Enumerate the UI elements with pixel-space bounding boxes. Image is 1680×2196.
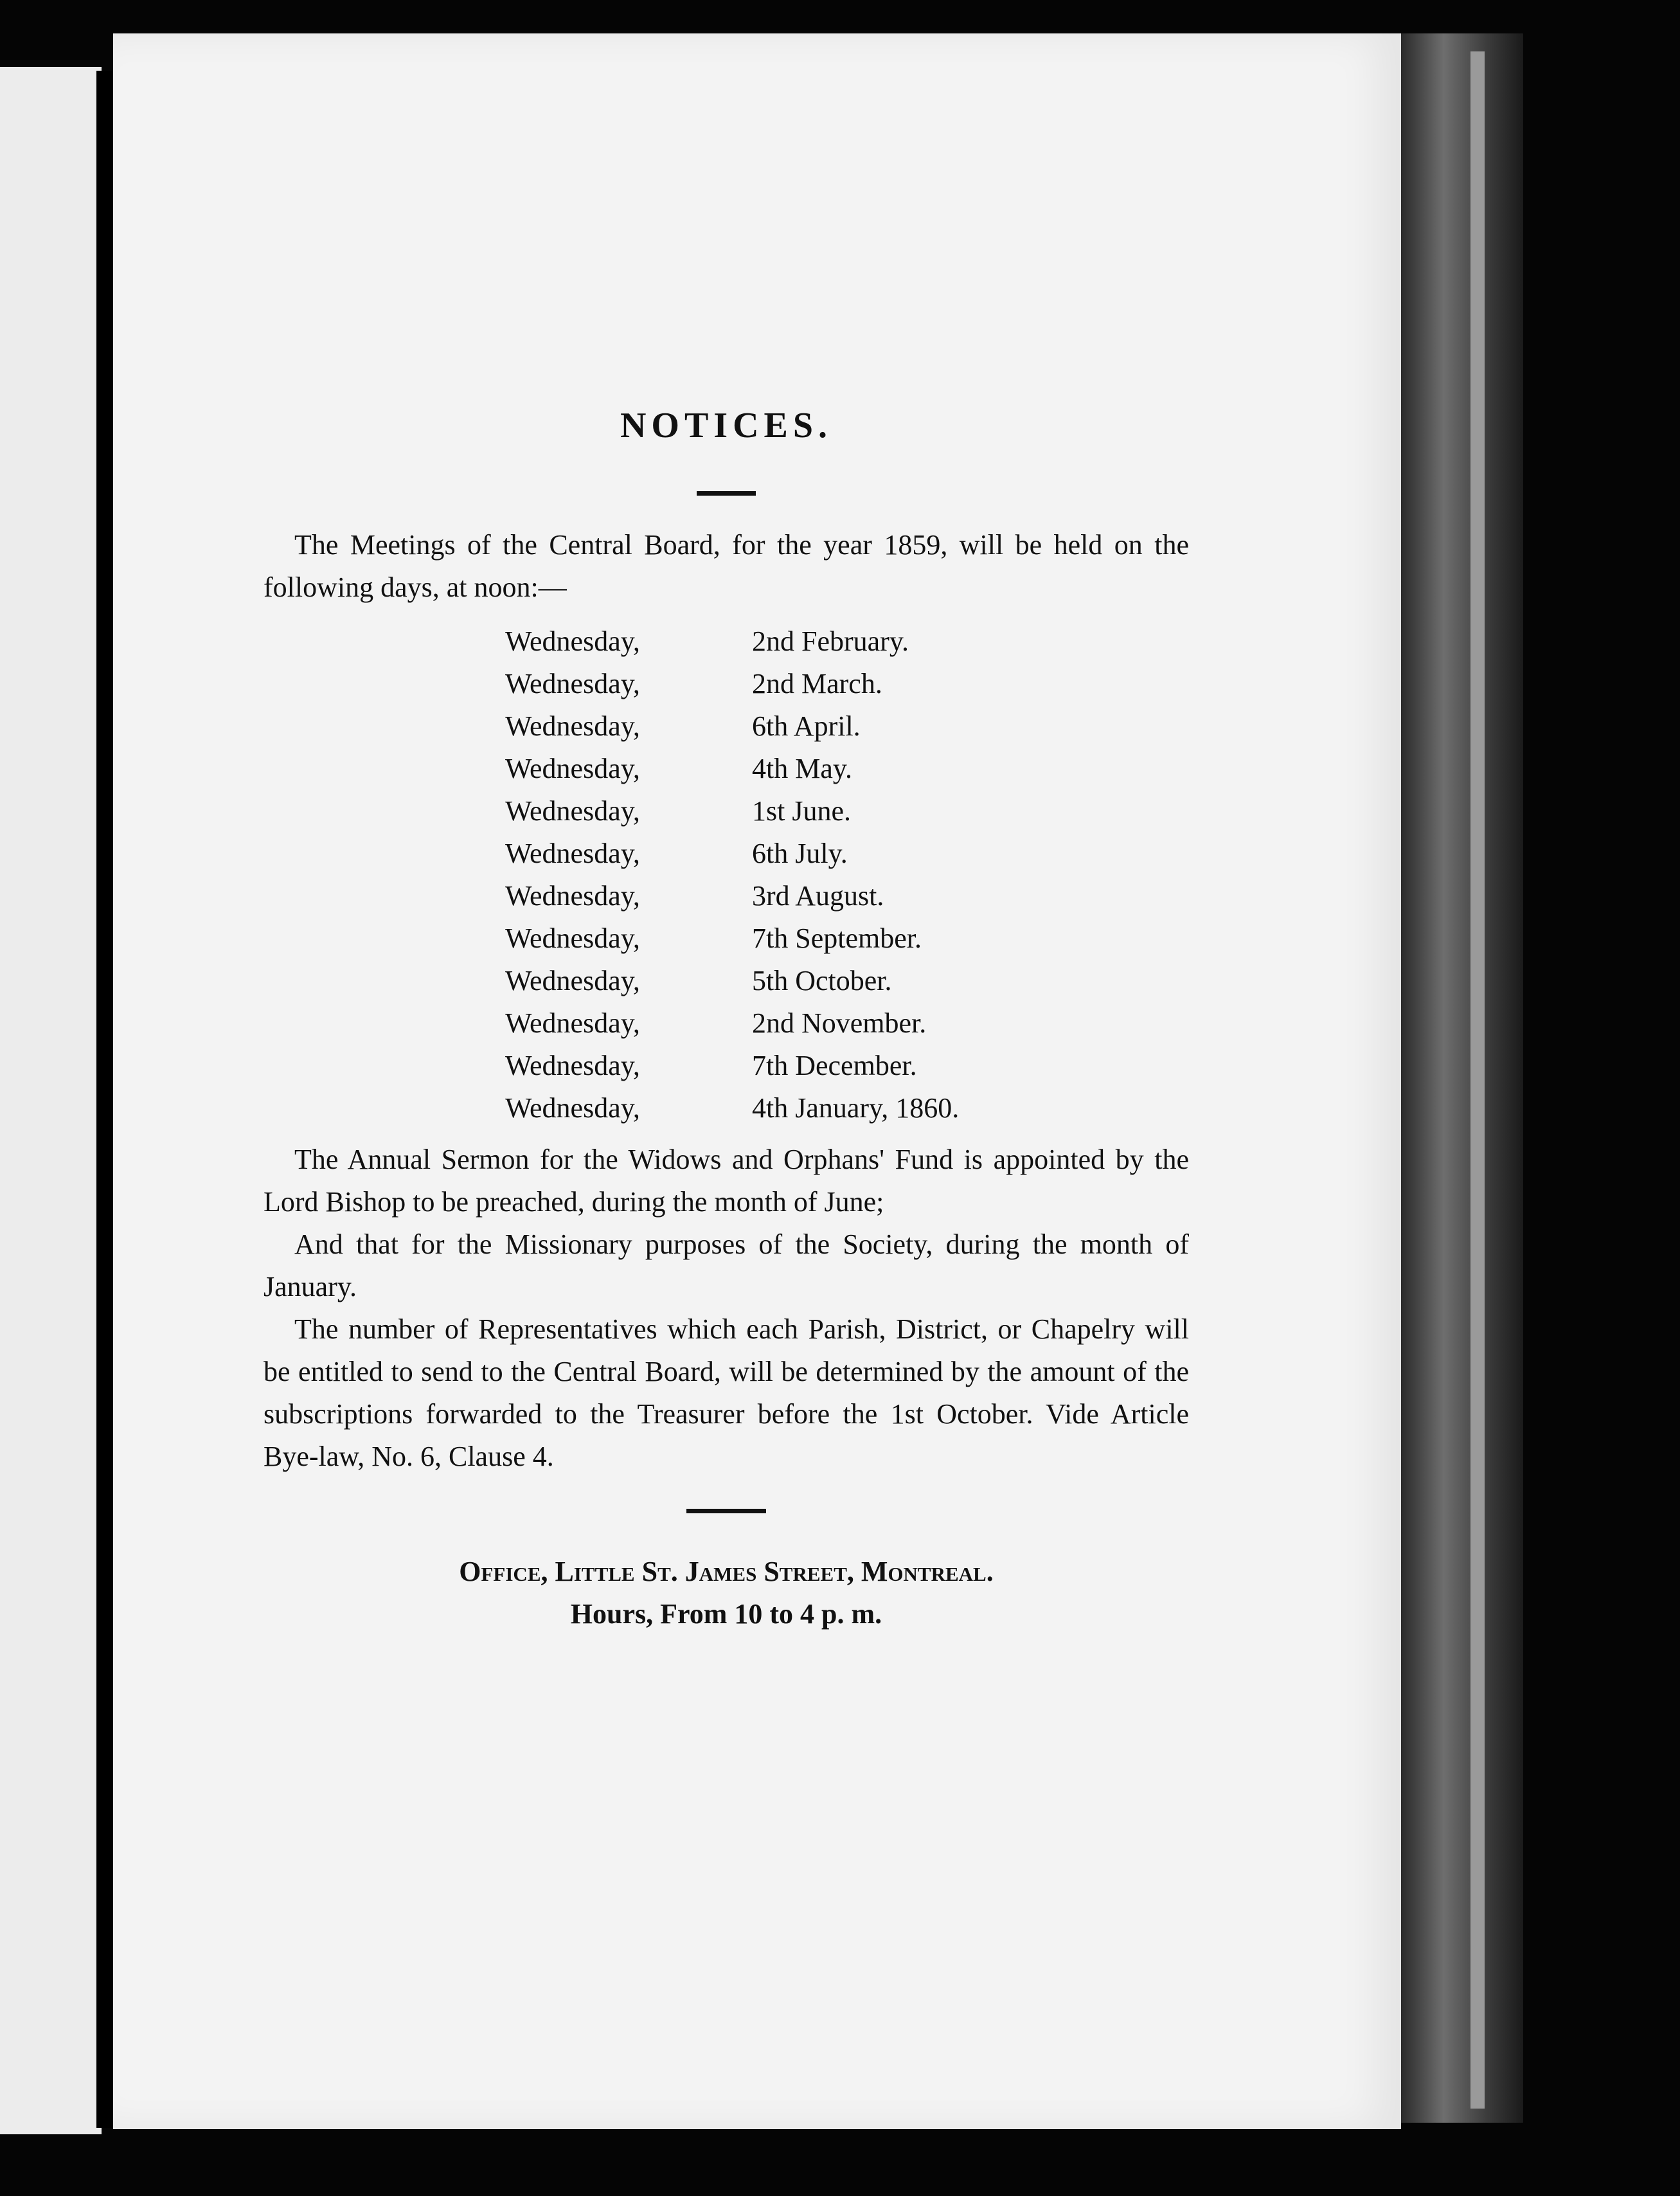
meeting-date-item <box>505 960 1189 1002</box>
meeting-date: 2nd November. <box>752 1007 927 1039</box>
meeting-date-item <box>505 705 1189 748</box>
notices-content <box>264 399 1189 1635</box>
meeting-date: 4th January, 1860. <box>752 1092 960 1124</box>
meeting-day: Wednesday, <box>505 1007 640 1039</box>
meeting-day: Wednesday, <box>505 838 640 869</box>
meeting-date: 6th April. <box>752 710 861 742</box>
page-title: NOTICES. <box>620 406 833 446</box>
office-address: Office, Little St. James Street, Montreal. <box>459 1556 994 1587</box>
meeting-date: 5th October. <box>752 965 892 996</box>
meeting-day: Wednesday, <box>505 626 640 657</box>
meeting-dates-list <box>505 620 1189 1130</box>
meeting-day: Wednesday, <box>505 1050 640 1081</box>
spacer <box>264 1478 1189 1509</box>
meeting-date: 2nd March. <box>752 668 882 699</box>
meeting-date-item <box>505 1045 1189 1087</box>
book-spine <box>96 71 113 2128</box>
meeting-date: 4th May. <box>752 753 853 784</box>
meeting-date-item <box>505 663 1189 705</box>
section-rule <box>686 1509 766 1513</box>
meeting-date: 2nd February. <box>752 626 909 657</box>
meeting-date: 7th December. <box>752 1050 917 1081</box>
meeting-date-item <box>505 833 1189 875</box>
sermon-notice: The Annual Sermon for the Widows and Orphans' Fund is appointed by the Lord Bishop to be preached, during the month of June; <box>264 1144 1189 1218</box>
meeting-day: Wednesday, <box>505 668 640 699</box>
notices-body <box>264 1138 1189 1478</box>
meeting-date-item <box>505 1087 1189 1130</box>
meeting-day: Wednesday, <box>505 880 640 912</box>
page-edge-highlight <box>1470 51 1485 2109</box>
meeting-date-item <box>505 748 1189 790</box>
title-rule <box>697 491 756 496</box>
meeting-date: 1st June. <box>752 795 851 827</box>
meeting-day: Wednesday, <box>505 710 640 742</box>
meeting-date: 6th July. <box>752 838 848 869</box>
meeting-date-item <box>505 917 1189 960</box>
meeting-day: Wednesday, <box>505 923 640 954</box>
office-hours: Hours, From 10 to 4 p. m. <box>570 1598 882 1630</box>
meeting-date-item <box>505 1002 1189 1045</box>
representatives-notice: The number of Representatives which each Parish, District, or Chapelry will be entitled to send to the Central Board, will be determined by the amount of the subscriptions forwarded to the Treasurer before the 1st October. Vide Article Bye-law, No. 6, Clause 4. <box>264 1313 1189 1472</box>
facing-page <box>0 67 102 2134</box>
meeting-date: 3rd August. <box>752 880 884 912</box>
meeting-day: Wednesday, <box>505 965 640 996</box>
meeting-day: Wednesday, <box>505 753 640 784</box>
missionary-notice: And that for the Missionary purposes of the Society, during the month of January. <box>264 1228 1189 1302</box>
meeting-date-item <box>505 790 1189 833</box>
meetings-intro: The Meetings of the Central Board, for the year 1859, will be held on the following days, at noon:— <box>264 529 1189 603</box>
meeting-date-item <box>505 875 1189 917</box>
meeting-date: 7th September. <box>752 923 922 954</box>
meeting-day: Wednesday, <box>505 795 640 827</box>
meeting-day: Wednesday, <box>505 1092 640 1124</box>
page-edges <box>1401 33 1523 2123</box>
meeting-date-item <box>505 620 1189 663</box>
